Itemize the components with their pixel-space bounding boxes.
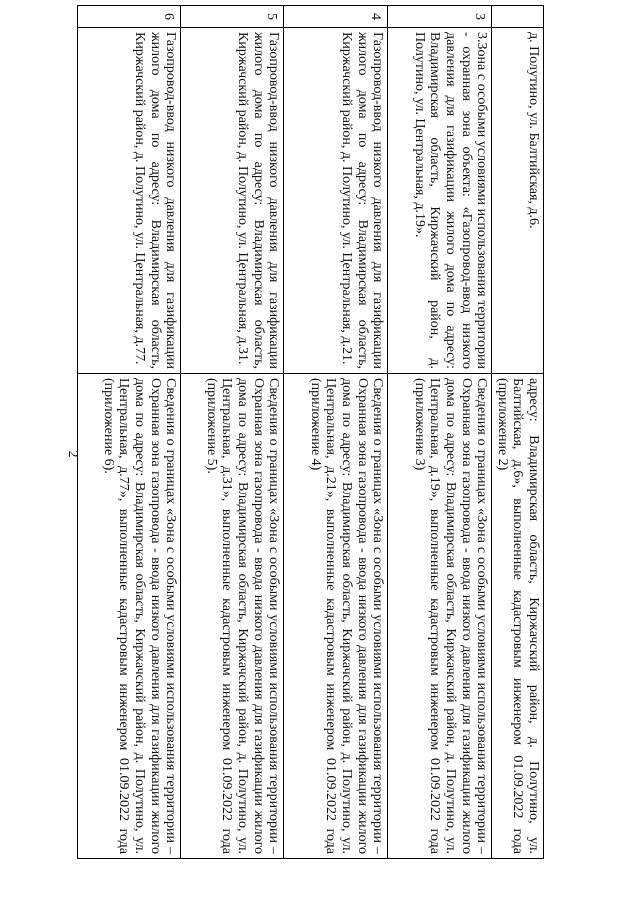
table-row [78,6,181,859]
row-number: 5 [181,6,284,28]
table-row [388,6,492,859]
row-number [492,6,544,28]
boundary-info: адресу: Владимирская область, Киржачский район, д. Полутино, ул. Балтийская, д.6», выполненные кадастровым инженером 01.09.2022 года (приложение 2) [492,374,544,859]
row-number: 4 [284,6,388,28]
object-description: Газопровод-ввод низкого давления для газификации жилого дома по адресу: Владимирская область, Киржачский район, д. Полутино, ул. Центральная, д.31. [181,28,284,374]
boundary-info: Сведения о границах «Зона с особыми условиями использования территории – Охранная зона газопровода - ввода низкого давления для газификации жилого дома по адресу: Владимирская область, Киржачский район, д. Полутино, ул. Центральная, д.19», выполненные кадастровым инженером 01.09.2022 года (приложение 3) [388,374,492,859]
object-description: Газопровод-ввод низкого давления для газификации жилого дома по адресу: Владимирская область, Киржачский район, д. Полутино, ул. Центральная, д.21. [284,28,388,374]
table-row [181,6,284,859]
object-description: 3.Зона с особыми условиями использования территории - охранная зона объекта: «Газопровод-ввод низкого давления для газификации жилого дома по адресу: Владимирская область, Киржачский район, д. Полутино, ул. Центральная, д.19». [388,28,492,374]
zones-table [77,5,544,859]
table-row [284,6,388,859]
table-row-continuation [492,6,544,859]
page-number: 2 [65,450,80,458]
row-number: 3 [388,6,492,28]
boundary-info: Сведения о границах «Зона с особыми условиями использования территории – Охранная зона газопровода - ввода низкого давления для газификации жилого дома по адресу: Владимирская область, Киржачский район, д. Полутино, ул. Центральная, д.77», выполненные кадастровым инженером 01.09.2022 года (приложение 6). [78,374,181,859]
document-table-rotated [84,5,544,858]
boundary-info: Сведения о границах «Зона с особыми условиями использования территории – Охранная зона газопровода - ввода низкого давления для газификации жилого дома по адресу: Владимирская область, Киржачский район, д. Полутино, ул. Центральная, д.21», выполненные кадастровым инженером 01.09.2022 года (приложение 4) [284,374,388,859]
row-number: 6 [78,6,181,28]
object-description: д. Полутино, ул. Балтийская, д.6. [492,28,544,374]
boundary-info: Сведения о границах «Зона с особыми условиями использования территории – Охранная зона газопровода - ввода низкого давления для газификации жилого дома по адресу: Владимирская область, Киржачский район, д. Полутино, ул. Центральная, д.31», выполненные кадастровым инженером 01.09.2022 года (приложение 5). [181,374,284,859]
object-description: Газопровод-ввод низкого давления для газификации жилого дома по адресу: Владимирская область, Киржачский район, д. Полутино, ул. Центральная, д.77. [78,28,181,374]
